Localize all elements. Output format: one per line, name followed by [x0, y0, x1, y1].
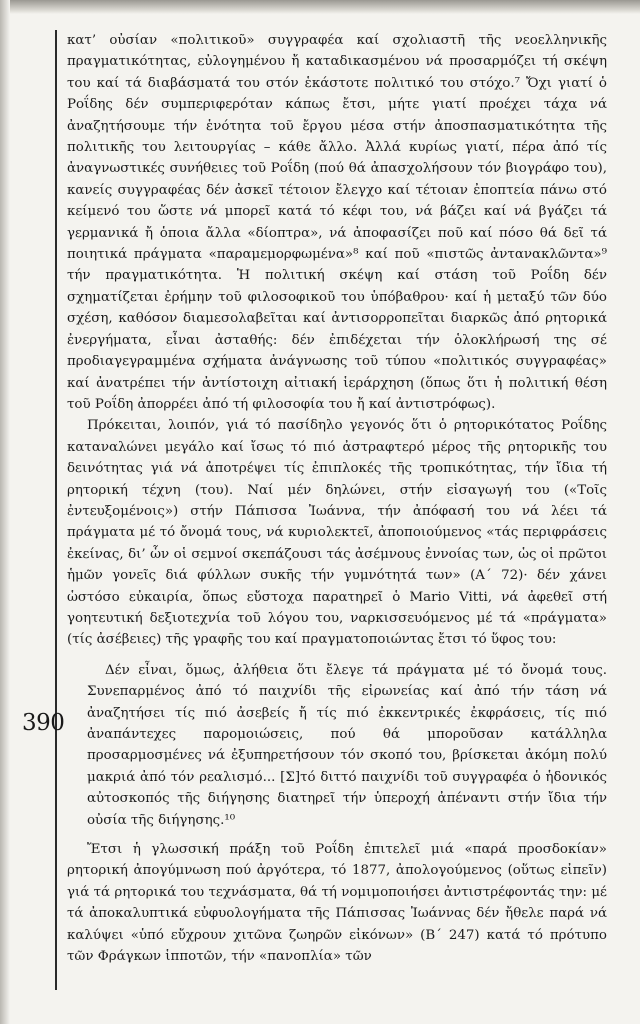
- margin-rule: [55, 30, 57, 990]
- paragraph-1: κατ’ οὐσίαν «πολιτικοῦ» συγγραφέα καί σχολιαστῆ τῆς νεοελληνικῆς πραγματικότητας, εὐλογημένου ἤ καταδικασμένου νά προσαρμόζει τή σκέψη του καί τά διαβάσματά του στόν ἑκάστοτε πολιτικό του στόχο.⁷ Ὄχι γιατί ὁ Ροΐδης δέν συμπεριφερόταν κάπως ἔτσι, μήτε γιατί προέχει τάχα νά ἀναζητήσουμε τήν ἑνότητα τοῦ ἔργου μέσα στήν ἀποσπασματικότητα τῆς πολιτικῆς του λειτουργίας – κάθε ἄλλο. Ἀλλά κυρίως γιατί, πέρα ἀπό τίς ἀναγνωστικές συνήθειες τοῦ Ροΐδη (πού θά ἀπασχολήσουν τόν βιογράφο του), κανείς συγγραφέας δέν ἀσκεῖ τέτοιον ἔλεγχο καί τέτοιαν ἐποπτεία πάνω στό κείμενό του ὥστε νά μπορεῖ κατά τό κέφι του, νά βάζει καί νά βγάζει τά γερμανικά ἤ ὁποια ἄλλα «δίοπτρα», νά ἀποφασίζει ποῦ καί πόσο θά δεῖ τά ποιητικά πράγματα «παραμεμορφωμένα»⁸ καί ποῦ «πιστῶς ἀντανακλῶντα»⁹ τήν πραγματικότητα. Ἡ πολιτική σκέψη καί στάση τοῦ Ροΐδη δέν σχηματίζεται ἐρήμην τοῦ φιλοσοφικοῦ του ὑπόβαθρου· καί ἡ μεταξύ τῶν δύο σχέση, καθόσον διαμεσολαβεῖται καί ἀντισορροπεῖται διαρκῶς ἀπό ρητορικά ἐνεργήματα, εἶναι ἀσταθής: δέν ἐπιδέχεται τήν ὁλοκλήρωσή της σέ προδιαγεγραμμένα σχήματα ἀνάγνωσης τοῦ τύπου «πολιτικός συγγραφέας» καί ἀνατρέπει τήν ἀντίστοιχη αἰτιακή ἱεράρχηση (ὅπως ὅτι ἡ πολιτική θέση τοῦ Ροΐδη ἀπορρέει ἀπό τή φιλοσοφία του ἤ καί ἀντιστρόφως).: [67, 33, 607, 412]
- paragraph-3: Ἔτσι ἡ γλωσσική πράξη τοῦ Ροΐδη ἐπιτελεῖ μιά «παρά προσδοκίαν» ρητορική ἀπογύμνωση πού ἀργότερα, τό 1877, ἀπολογούμενος (οὕτως εἰπεῖν) γιά τά ρητορικά του τεχνάσματα, θά τή νομιμοποιήσει ἀντιστρέφοντάς την: μέ τά ἀποκαλυπτικά εὐφυολογήματα τῆς Πάπισσας Ἰωάννας δέν ἤθελε παρά νά καλύψει «ὑπό εὔχρουν χιτῶνα ζωηρῶν εἰκόνων» (Β΄ 247) κατά τό πρότυπο τῶν Φράγκων ἱπποτῶν, τήν «πανοπλία» τῶν: [67, 842, 607, 965]
- paragraph-2: Πρόκειται, λοιπόν, γιά τό πασίδηλο γεγονός ὅτι ὁ ρητορικότατος Ροΐδης καταναλώνει μεγάλο καί ἴσως τό πιό ἀστραφτερό μέρος τῆς ρητορικῆς του δεινότητας γιά νά ἀποτρέψει τίς ἐπιπλοκές τῆς τροπικότητας, τήν ἴδια τή ρητορική τέχνη (του). Ναί μέν δηλώνει, στήν εἰσαγωγή του («Τοῖς ἐντευξομένοις») στήν Πάπισσα Ἰωάννα, τήν ἀπόφασή του νά λέει τά πράγματα μέ τό ὄνομά τους, νά κυριολεκτεῖ, ἀποποιούμενος «τάς περιφράσεις ἐκείνας, δι’ ὧν οἱ σεμνοί σκεπάζουσι τάς ἀσέμνους ἐννοίας των, ὡς οἱ πρῶτοι ἡμῶν γονεῖς διά φύλλων συκῆς τήν γυμνότητά των» (Α΄ 72)· δέν χάνει ὡστόσο εὐκαιρία, ὅπως εὔστοχα παρατηρεῖ ὁ Mario Vitti, νά ἀφεθεῖ στή γοητευτική δεξιοτεχνία τοῦ λόγου του, ναρκισσευόμενος μέ τά «πράγματα» (τίς ἀσέβειες) τῆς γραφῆς του καί πραγματοποιώντας ἔτσι τό ὕφος του:: [67, 418, 607, 648]
- block-quote: [67, 660, 607, 831]
- text-block: [67, 30, 607, 967]
- page-number: 390: [22, 710, 65, 736]
- scan-shadow-left: [0, 0, 10, 1024]
- scan-shadow-top: [0, 0, 640, 14]
- quote-text: Δέν εἶναι, ὅμως, ἀλήθεια ὅτι ἔλεγε τά πράγματα μέ τό ὄνομά τους. Συνεπαρμένος ἀπό τό παιχνίδι τῆς εἰρωνείας καί ἀπό τήν τάση νά ἀναζητήσει τίς πιό ἀσεβείς ἤ τίς πιό ἐκκεντρικές ἐκφράσεις, τίς πιό ἀναπάντεχες παρομοιώσεις, πού θά μποροῦσαν κατάλληλα προσαρμοσμένες νά ἐξυπηρετήσουν τόν σκοπό του, βρίσκεται ἀκόμη πολύ μακριά ἀπό τόν ρεαλισμό... [Σ]τό διττό παιχνίδι τοῦ συγγραφέα ὁ ἡδονικός αὐτοσκοπός τῆς διήγησης διατηρεῖ τήν ὑπεροχή ἀπέναντι στήν ἴδια τήν οὐσία τῆς διήγησης.¹⁰: [87, 662, 607, 828]
